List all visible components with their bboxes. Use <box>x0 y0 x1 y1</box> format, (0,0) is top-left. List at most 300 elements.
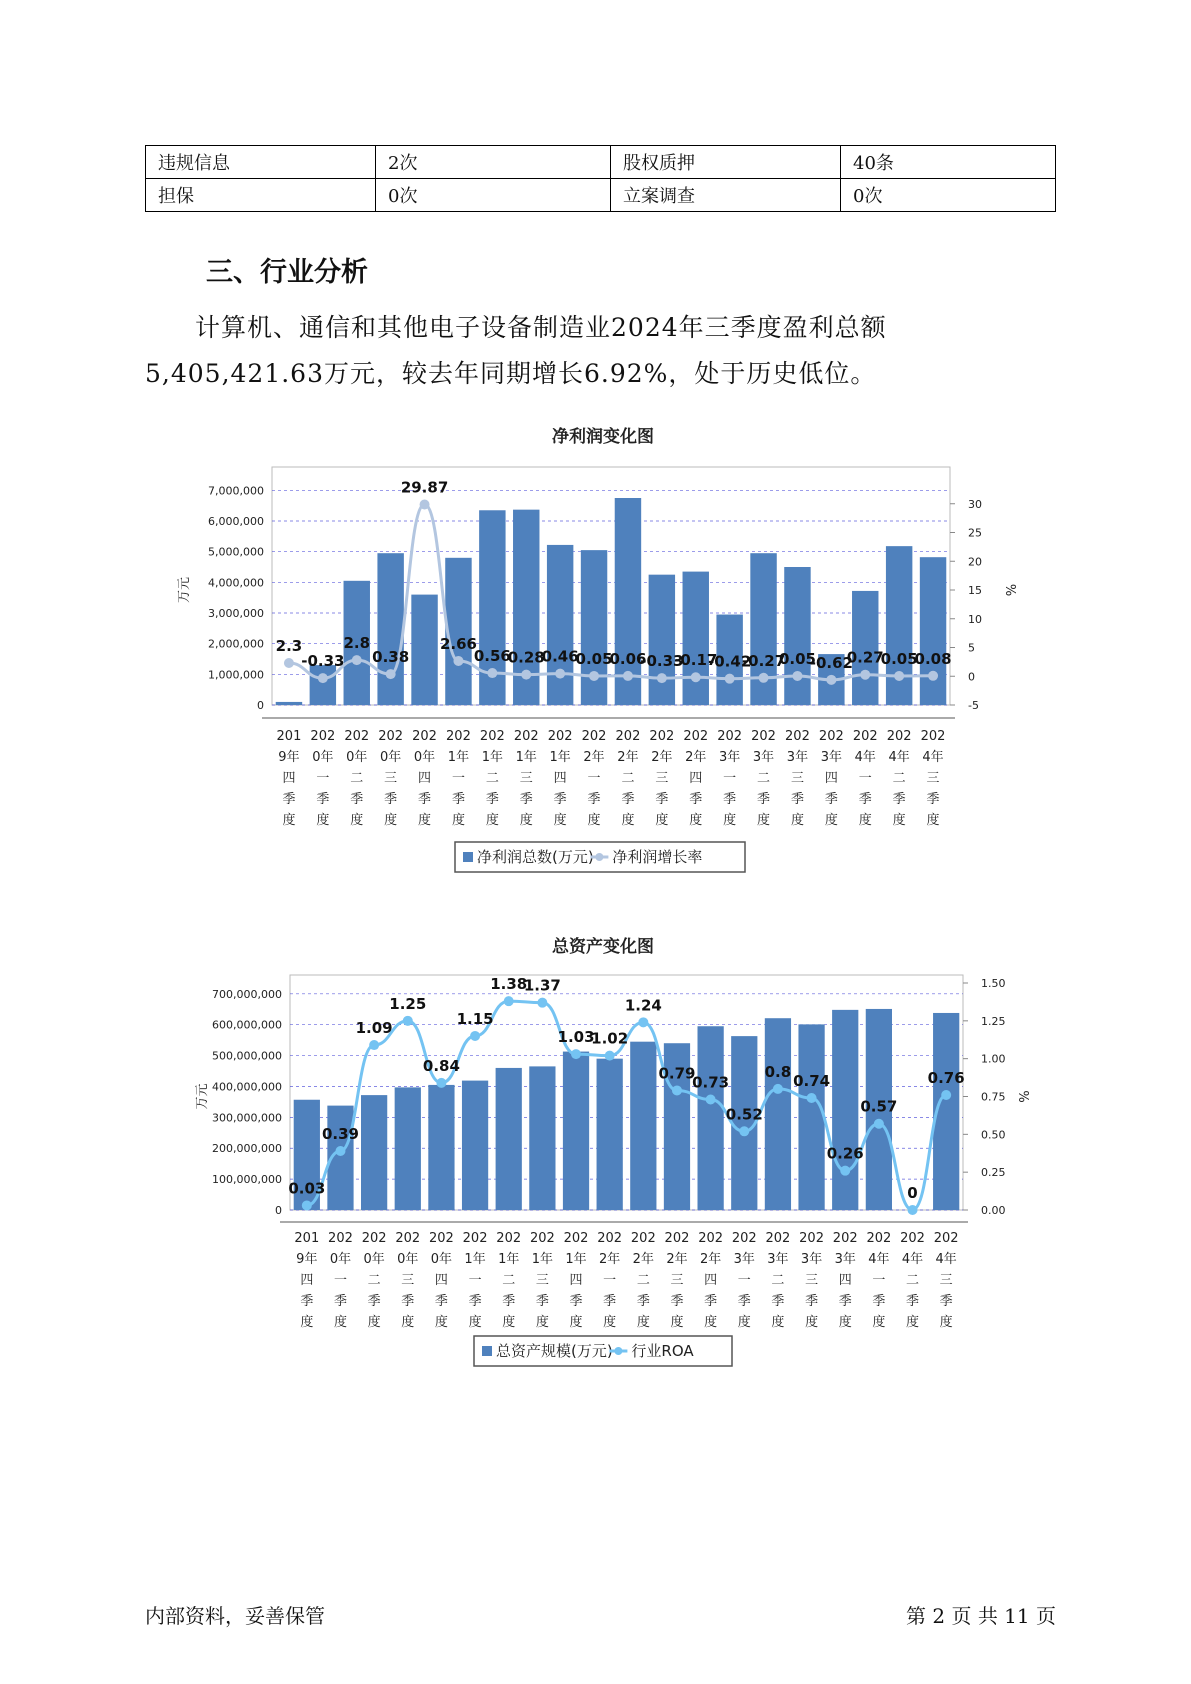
y-tick-label: 500,000,000 <box>212 1049 282 1063</box>
y2-tick-label: 10 <box>968 612 982 626</box>
x-tick-label: 季 <box>282 792 296 807</box>
data-label: 0.38 <box>372 648 410 667</box>
x-tick-label: 0年 <box>363 1252 385 1267</box>
x-tick-label: 度 <box>771 1315 785 1330</box>
x-tick-label: 202 <box>933 1231 959 1246</box>
x-tick-label: 季 <box>704 1294 718 1309</box>
data-label: 0.74 <box>793 1072 831 1091</box>
x-tick-label: 季 <box>737 1294 751 1309</box>
data-label: 1.37 <box>523 976 561 995</box>
chart-legend <box>474 1336 732 1366</box>
info-table <box>145 145 1056 212</box>
x-tick-label: 3年 <box>800 1252 823 1267</box>
x-tick-label: 季 <box>757 792 771 807</box>
line-point <box>691 672 701 682</box>
line-point <box>792 671 802 681</box>
data-label: 1.24 <box>624 996 662 1015</box>
x-tick-label: 2年 <box>599 1252 621 1267</box>
legend-label: 净利润总数(万元) <box>477 848 594 866</box>
y2-tick-label: 1.25 <box>981 1014 1006 1028</box>
table-cell: 40条 <box>841 146 1056 179</box>
x-tick-label: 9年 <box>296 1252 318 1267</box>
x-tick-label: 二 <box>757 771 771 786</box>
x-tick-label: 季 <box>790 792 804 807</box>
y-tick-label: 5,000,000 <box>208 545 264 559</box>
x-tick-label: 202 <box>361 1231 387 1246</box>
x-tick-label: 202 <box>479 729 505 744</box>
x-tick-label: 202 <box>630 1231 656 1246</box>
x-tick-label: 季 <box>906 1294 920 1309</box>
line-point <box>537 998 547 1008</box>
x-tick-label: 2年 <box>685 750 707 765</box>
x-tick-label: 202 <box>328 1231 353 1246</box>
chart-legend <box>455 842 745 872</box>
x-tick-label: 季 <box>468 1294 482 1309</box>
x-tick-label: 二 <box>906 1273 920 1288</box>
x-tick-label: 度 <box>790 813 804 828</box>
data-label: 0.76 <box>927 1068 965 1087</box>
x-tick-label: 度 <box>587 813 601 828</box>
data-label: 2.66 <box>439 634 477 653</box>
legend-label: 净利润增长率 <box>612 848 703 866</box>
x-tick-label: 1年 <box>498 1252 520 1267</box>
x-tick-label: 202 <box>717 729 743 744</box>
x-tick-label: 度 <box>824 813 838 828</box>
line-point <box>874 1119 884 1129</box>
x-tick-label: 度 <box>468 1315 482 1330</box>
data-label: 0.28 <box>507 648 545 667</box>
x-tick-label: 度 <box>350 813 364 828</box>
data-label: 2.3 <box>275 637 303 656</box>
x-tick-label: 季 <box>451 792 465 807</box>
line-point <box>302 1200 312 1210</box>
legend-swatch-marker <box>595 853 603 861</box>
x-tick-label: 202 <box>852 729 878 744</box>
line-point <box>352 655 362 665</box>
x-tick-label: 一 <box>451 771 465 786</box>
x-tick-label: 度 <box>723 813 737 828</box>
x-tick-label: 季 <box>553 792 567 807</box>
data-label: 0.03 <box>288 1179 326 1198</box>
x-tick-label: 四 <box>300 1273 314 1288</box>
bar <box>798 1024 824 1210</box>
x-tick-label: 一 <box>333 1273 347 1288</box>
x-tick-label: 202 <box>378 729 404 744</box>
x-tick-label: 202 <box>547 729 573 744</box>
x-tick-label: 2年 <box>632 1252 654 1267</box>
x-tick-label: 季 <box>939 1294 953 1309</box>
x-tick-label: 度 <box>858 813 872 828</box>
bar <box>765 1018 791 1210</box>
x-tick-label: 季 <box>300 1294 314 1309</box>
x-tick-label: 二 <box>892 771 906 786</box>
x-tick-label: 度 <box>300 1315 314 1330</box>
x-tick-label: 季 <box>316 792 330 807</box>
x-tick-label: 季 <box>926 792 940 807</box>
data-label: 1.02 <box>591 1029 629 1048</box>
line-point <box>487 668 497 678</box>
line-point <box>725 674 735 684</box>
x-tick-label: 季 <box>655 792 669 807</box>
x-tick-label: 季 <box>434 1294 448 1309</box>
x-tick-label: 季 <box>892 792 906 807</box>
x-tick-label: 季 <box>569 1294 583 1309</box>
x-tick-label: 二 <box>771 1273 785 1288</box>
x-tick-label: 度 <box>757 813 771 828</box>
table-row <box>146 146 1056 179</box>
line-point <box>521 670 531 680</box>
x-tick-label: 二 <box>621 771 635 786</box>
x-tick-label: 202 <box>597 1231 623 1246</box>
bar <box>547 545 573 705</box>
line-point <box>908 1205 918 1215</box>
x-tick-label: 202 <box>664 1231 690 1246</box>
x-tick-label: 201 <box>276 729 302 744</box>
x-tick-label: 度 <box>603 1315 617 1330</box>
y2-tick-label: 0.25 <box>981 1166 1006 1180</box>
x-tick-label: 季 <box>824 792 838 807</box>
section-title: 三、行业分析 <box>206 257 368 288</box>
data-label: 1.15 <box>456 1009 494 1028</box>
y-tick-label: 700,000,000 <box>212 987 282 1001</box>
y2-tick-label: 1.50 <box>981 977 1006 990</box>
x-tick-label: 2年 <box>651 750 673 765</box>
bar <box>496 1068 522 1210</box>
x-tick-label: 度 <box>805 1315 819 1330</box>
x-tick-label: 度 <box>704 1315 718 1330</box>
chart-title: 总资产变化图 <box>552 937 654 957</box>
x-tick-label: 3年 <box>752 750 775 765</box>
y-tick-label: 4,000,000 <box>208 576 264 590</box>
data-label: 0.56 <box>473 647 511 666</box>
legend-swatch-bar <box>482 1346 492 1356</box>
x-tick-label: 三 <box>790 771 804 786</box>
y-tick-label: 0 <box>257 699 264 712</box>
x-tick-label: 三 <box>535 1273 549 1288</box>
line-point <box>672 1085 682 1095</box>
x-tick-label: 度 <box>519 813 533 828</box>
x-tick-label: 201 <box>294 1231 320 1246</box>
data-label: 0.06 <box>609 649 647 668</box>
x-tick-label: 3年 <box>820 750 842 765</box>
y-tick-label: 0 <box>275 1204 282 1217</box>
data-label: 0.27 <box>846 648 884 667</box>
x-tick-label: 度 <box>926 813 940 828</box>
x-tick-label: 季 <box>401 1294 415 1309</box>
table-cell: 2次 <box>376 146 611 179</box>
data-label: -0.17 <box>674 651 718 670</box>
x-tick-label: 一 <box>316 771 330 786</box>
x-tick-label: 四 <box>553 771 567 786</box>
data-label: 0.79 <box>658 1064 696 1083</box>
table-cell: 0次 <box>841 179 1056 212</box>
table-cell: 股权质押 <box>611 146 841 179</box>
x-tick-label: 季 <box>535 1294 549 1309</box>
x-tick-label: 四 <box>282 771 296 786</box>
data-label: 0.05 <box>778 649 816 668</box>
x-tick-label: 0年 <box>346 750 368 765</box>
line-point <box>386 669 396 679</box>
x-tick-label: 一 <box>737 1273 751 1288</box>
line-point <box>284 658 294 668</box>
x-tick-label: 度 <box>316 813 330 828</box>
x-tick-label: 0年 <box>329 1252 352 1267</box>
x-tick-label: 0年 <box>397 1252 419 1267</box>
x-tick-label: 202 <box>446 729 471 744</box>
x-tick-label: 二 <box>485 771 499 786</box>
x-tick-label: 4年 <box>901 1252 924 1267</box>
table-cell: 违规信息 <box>146 146 376 179</box>
line-point <box>941 1090 951 1100</box>
x-tick-label: 季 <box>872 1294 886 1309</box>
x-tick-label: 202 <box>513 729 539 744</box>
data-label: 1.09 <box>355 1019 393 1038</box>
x-tick-label: 季 <box>636 1294 650 1309</box>
line-point <box>605 1051 615 1061</box>
x-tick-label: 202 <box>832 1231 858 1246</box>
x-tick-label: 202 <box>563 1231 589 1246</box>
bar <box>832 1010 858 1210</box>
x-tick-label: 3年 <box>719 750 741 765</box>
x-tick-label: 二 <box>350 771 364 786</box>
x-tick-label: 季 <box>367 1294 381 1309</box>
x-tick-label: 3年 <box>834 1252 856 1267</box>
line-point <box>657 673 667 683</box>
data-label: -0.42 <box>708 652 752 671</box>
y2-tick-label: 30 <box>968 497 982 511</box>
x-tick-label: 三 <box>926 771 940 786</box>
y2-tick-label: 1.00 <box>981 1052 1006 1066</box>
x-tick-label: 202 <box>900 1231 925 1246</box>
line-point <box>420 499 430 509</box>
x-tick-label: 一 <box>587 771 601 786</box>
x-tick-label: 度 <box>670 1315 684 1330</box>
x-tick-label: 度 <box>502 1315 516 1330</box>
data-label: 0.05 <box>575 649 613 668</box>
x-tick-label: 度 <box>418 813 432 828</box>
x-tick-label: 三 <box>805 1273 819 1288</box>
line-point <box>335 1146 345 1156</box>
x-tick-label: 三 <box>519 771 533 786</box>
bar <box>886 546 912 705</box>
line-point <box>638 1017 648 1027</box>
x-tick-label: 0年 <box>413 750 436 765</box>
x-tick-label: 度 <box>401 1315 415 1330</box>
y2-tick-label: 15 <box>968 584 982 597</box>
y-tick-label: 1,000,000 <box>208 668 264 682</box>
y2-tick-label: -5 <box>968 699 979 712</box>
x-tick-label: 202 <box>698 1231 724 1246</box>
x-tick-label: 2年 <box>583 750 605 765</box>
data-label: -0.62 <box>809 653 853 672</box>
x-tick-label: 一 <box>872 1273 886 1288</box>
y2-tick-label: 5 <box>968 641 975 655</box>
x-tick-label: 2年 <box>617 750 639 765</box>
y2-tick-label: 20 <box>968 555 982 569</box>
x-tick-label: 1年 <box>481 750 503 765</box>
x-tick-label: 1年 <box>447 750 470 765</box>
y-axis-label: 万元 <box>195 1083 210 1110</box>
bar <box>377 553 403 705</box>
x-tick-label: 季 <box>689 792 703 807</box>
bar <box>361 1095 387 1210</box>
x-tick-label: 0年 <box>430 1252 453 1267</box>
x-tick-label: 三 <box>401 1273 415 1288</box>
x-tick-label: 202 <box>496 1231 522 1246</box>
x-tick-label: 202 <box>683 729 709 744</box>
x-tick-label: 一 <box>858 771 872 786</box>
x-tick-label: 季 <box>502 1294 516 1309</box>
data-label: 0.39 <box>321 1124 359 1143</box>
bar <box>445 558 471 705</box>
y-tick-label: 300,000,000 <box>212 1111 282 1125</box>
y-tick-label: 600,000,000 <box>212 1018 282 1032</box>
line-point <box>928 671 938 681</box>
x-tick-label: 季 <box>350 792 364 807</box>
x-tick-label: 度 <box>485 813 499 828</box>
bar <box>462 1081 488 1210</box>
x-tick-label: 季 <box>418 792 432 807</box>
bar <box>310 665 336 705</box>
x-tick-label: 202 <box>818 729 844 744</box>
x-tick-label: 四 <box>434 1273 448 1288</box>
x-tick-label: 季 <box>838 1294 852 1309</box>
bar <box>411 595 437 705</box>
x-tick-label: 1年 <box>549 750 571 765</box>
footer-page-number: 第 2 页 共 11 页 <box>906 1604 1056 1628</box>
y-tick-label: 6,000,000 <box>208 515 264 528</box>
y-tick-label: 7,000,000 <box>208 484 264 498</box>
bar <box>597 1059 623 1210</box>
bar <box>683 572 709 705</box>
y-tick-label: 2,000,000 <box>208 637 264 651</box>
x-tick-label: 度 <box>872 1315 886 1330</box>
y2-tick-label: 0.75 <box>981 1090 1006 1104</box>
x-tick-label: 202 <box>310 729 336 744</box>
x-tick-label: 202 <box>799 1231 824 1246</box>
bar <box>920 557 946 705</box>
x-tick-label: 季 <box>805 1294 819 1309</box>
chart-title: 净利润变化图 <box>552 427 654 447</box>
bar <box>428 1085 454 1210</box>
data-label: 1.38 <box>490 975 528 994</box>
net-profit-chart <box>0 420 1191 880</box>
footer-confidential: 内部资料，妥善保管 <box>145 1604 325 1628</box>
x-tick-label: 度 <box>655 813 669 828</box>
y2-axis-label: % <box>1002 583 1017 597</box>
data-label: 0.52 <box>725 1105 763 1124</box>
line-point <box>807 1093 817 1103</box>
data-label: 1.03 <box>557 1028 595 1047</box>
y2-axis-label: % <box>1015 1090 1030 1103</box>
x-tick-label: 202 <box>866 1231 892 1246</box>
x-tick-label: 季 <box>771 1294 785 1309</box>
line-point <box>369 1040 379 1050</box>
bar <box>581 550 607 705</box>
x-tick-label: 2年 <box>699 1252 722 1267</box>
total-assets-chart <box>0 920 1191 1390</box>
x-tick-label: 四 <box>838 1273 852 1288</box>
x-tick-label: 季 <box>384 792 398 807</box>
legend-swatch-bar <box>463 852 473 862</box>
x-tick-label: 202 <box>751 729 776 744</box>
data-label: 0.8 <box>764 1062 792 1081</box>
data-label: 29.87 <box>400 478 449 497</box>
data-label: 2.8 <box>343 634 371 653</box>
y-tick-label: 200,000,000 <box>212 1142 282 1156</box>
y-tick-label: 400,000,000 <box>212 1080 282 1094</box>
x-tick-label: 3年 <box>733 1252 755 1267</box>
table-cell: 立案调查 <box>611 179 841 212</box>
x-tick-label: 度 <box>333 1315 347 1330</box>
x-tick-label: 季 <box>723 792 737 807</box>
x-tick-label: 一 <box>723 771 737 786</box>
x-tick-label: 202 <box>529 1231 555 1246</box>
bar <box>529 1066 555 1210</box>
line-point <box>504 996 514 1006</box>
y-tick-label: 100,000,000 <box>212 1173 282 1187</box>
x-tick-label: 202 <box>412 729 437 744</box>
x-tick-label: 度 <box>737 1315 751 1330</box>
x-tick-label: 202 <box>649 729 675 744</box>
x-tick-label: 4年 <box>922 750 944 765</box>
x-tick-label: 度 <box>367 1315 381 1330</box>
line-point <box>555 669 565 679</box>
line-point <box>589 671 599 681</box>
x-tick-label: 3年 <box>786 750 809 765</box>
x-tick-label: 二 <box>502 1273 516 1288</box>
data-label: -0.33 <box>640 652 684 671</box>
data-label: -0.33 <box>301 652 345 671</box>
x-tick-label: 9年 <box>278 750 300 765</box>
bar <box>276 702 302 705</box>
line-point <box>453 656 463 666</box>
x-tick-label: 度 <box>384 813 398 828</box>
x-tick-label: 0年 <box>380 750 402 765</box>
x-tick-label: 二 <box>636 1273 650 1288</box>
x-tick-label: 1年 <box>531 1252 554 1267</box>
x-tick-label: 季 <box>519 792 533 807</box>
data-label: 0.84 <box>422 1056 460 1075</box>
x-tick-label: 季 <box>587 792 601 807</box>
table-row <box>146 179 1056 212</box>
x-tick-label: 三 <box>384 771 398 786</box>
x-tick-label: 度 <box>553 813 567 828</box>
x-tick-label: 202 <box>765 1231 791 1246</box>
x-tick-label: 202 <box>344 729 370 744</box>
x-tick-label: 3年 <box>767 1252 789 1267</box>
x-tick-label: 度 <box>636 1315 650 1330</box>
x-tick-label: 季 <box>858 792 872 807</box>
x-tick-label: 四 <box>418 771 432 786</box>
legend-label: 总资产规模(万元) <box>496 1342 613 1360</box>
data-label: 0 <box>907 1184 918 1202</box>
bar <box>649 575 675 705</box>
x-tick-label: 季 <box>670 1294 684 1309</box>
x-tick-label: 度 <box>569 1315 583 1330</box>
x-tick-label: 度 <box>892 813 906 828</box>
x-tick-label: 度 <box>451 813 465 828</box>
x-tick-label: 4年 <box>854 750 876 765</box>
x-tick-label: 202 <box>581 729 607 744</box>
x-tick-label: 度 <box>282 813 296 828</box>
x-tick-label: 一 <box>603 1273 617 1288</box>
table-cell: 担保 <box>146 179 376 212</box>
x-tick-label: 季 <box>621 792 635 807</box>
x-tick-label: 三 <box>670 1273 684 1288</box>
data-label: 0.73 <box>692 1073 730 1092</box>
data-label: 0.26 <box>826 1144 864 1163</box>
